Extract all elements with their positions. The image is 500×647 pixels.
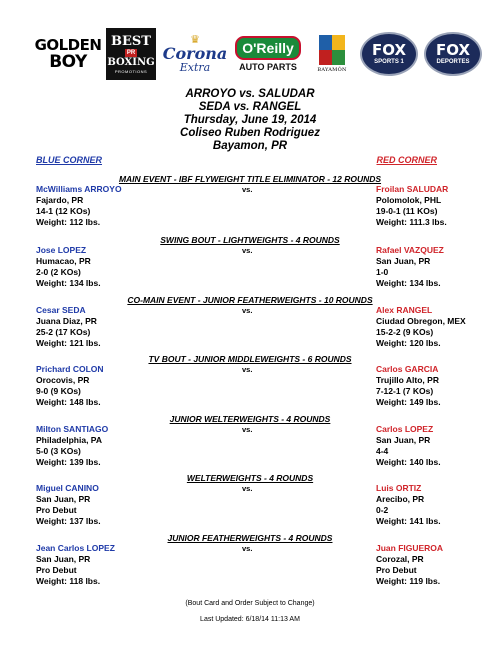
fighter-weight: Weight: 141 lbs. xyxy=(376,516,441,526)
fighter-name: Alex RANGEL xyxy=(376,305,433,315)
fighter-hometown: Polomolok, PHL xyxy=(376,195,442,205)
headline-main: ARROYO vs. SALUDAR xyxy=(185,88,315,100)
bout-junior-featherweights xyxy=(0,533,500,593)
bout-title: TV BOUT - JUNIOR MIDDLEWEIGHTS - 6 ROUNDS xyxy=(148,354,352,364)
fighter-name: McWilliams ARROYO xyxy=(36,184,122,194)
vs-label: vs. xyxy=(242,484,253,493)
bout-tv xyxy=(0,354,500,414)
fighter-weight: Weight: 134 lbs. xyxy=(376,278,441,288)
crown-icon: ♛ xyxy=(190,34,200,46)
fighter-name: Luis ORTIZ xyxy=(376,483,422,493)
bayamon-logo: BAYAMÓN xyxy=(312,28,352,80)
fighter-name: Jose LOPEZ xyxy=(36,245,87,255)
red-corner-fighter xyxy=(376,424,441,468)
fighter-weight: Weight: 149 lbs. xyxy=(376,397,441,407)
fighter-hometown: Trujillo Alto, PR xyxy=(376,375,439,385)
fighter-hometown: San Juan, PR xyxy=(36,494,91,504)
golden-boy-logo: GOLDEN BOY xyxy=(34,35,102,72)
fighter-hometown: Philadelphia, PA xyxy=(36,435,102,445)
blue-corner-fighter xyxy=(36,483,101,527)
fighter-weight: Weight: 140 lbs. xyxy=(376,457,441,467)
fighter-hometown: Fajardo, PR xyxy=(36,195,84,205)
red-corner-fighter xyxy=(376,245,444,289)
fighter-name: Rafael VAZQUEZ xyxy=(376,245,444,255)
fighter-name: Miguel CANINO xyxy=(36,483,99,493)
vs-label: vs. xyxy=(242,306,253,315)
red-corner-fighter xyxy=(376,184,448,228)
fighter-weight: Weight: 118 lbs. xyxy=(36,576,101,586)
bout-main-event xyxy=(0,174,500,234)
event-date: Thursday, June 19, 2014 xyxy=(183,114,317,126)
fighter-weight: Weight: 121 lbs. xyxy=(36,338,101,348)
fighter-weight: Weight: 119 lbs. xyxy=(376,576,441,586)
fighter-name: Juan FIGUEROA xyxy=(376,543,444,553)
red-corner-fighter xyxy=(376,364,441,408)
bout-swing xyxy=(0,235,500,295)
blue-corner-fighter xyxy=(36,424,108,468)
fighter-hometown: Ciudad Obregon, MEX xyxy=(376,316,466,326)
fighter-hometown: Arecibo, PR xyxy=(376,494,425,504)
bout-title: MAIN EVENT - IBF FLYWEIGHT TITLE ELIMINATOR - 12 ROUNDS xyxy=(118,174,382,184)
fighter-hometown: Humacao, PR xyxy=(36,256,91,266)
bout-junior-welterweights xyxy=(0,414,500,474)
vs-label: vs. xyxy=(242,544,253,553)
last-updated: Last Updated: 6/18/14 11:13 AM xyxy=(200,616,300,623)
fox-deportes-logo: FOX DEPORTES xyxy=(424,32,482,76)
bout-title: WELTERWEIGHTS - 4 ROUNDS xyxy=(186,473,314,483)
fighter-weight: Weight: 112 lbs. xyxy=(36,217,101,227)
fighter-weight: Weight: 120 lbs. xyxy=(376,338,441,348)
fighter-record: 4-4 xyxy=(376,446,389,456)
fighter-record: Pro Debut xyxy=(376,565,417,575)
fighter-weight: Weight: 148 lbs. xyxy=(36,397,101,407)
blue-corner-fighter xyxy=(36,305,101,349)
fighter-name: Jean Carlos LOPEZ xyxy=(36,543,115,553)
fighter-record: 19-0-1 (11 KOs) xyxy=(376,206,438,216)
fighter-record: 1-0 xyxy=(376,267,389,277)
blue-corner-fighter xyxy=(36,245,101,289)
blue-corner-label: BLUE CORNER xyxy=(36,155,103,165)
fighter-weight: Weight: 111.3 lbs. xyxy=(376,217,447,227)
fighter-name: Cesar SEDA xyxy=(36,305,86,315)
fighter-hometown: San Juan, PR xyxy=(36,554,91,564)
fighter-name: Carlos GARCIA xyxy=(376,364,439,374)
bout-title: JUNIOR WELTERWEIGHTS - 4 ROUNDS xyxy=(169,414,331,424)
subject-to-change-note: (Bout Card and Order Subject to Change) xyxy=(185,600,315,607)
fighter-record: 15-2-2 (9 KOs) xyxy=(376,327,434,337)
fighter-weight: Weight: 137 lbs. xyxy=(36,516,101,526)
vs-label: vs. xyxy=(242,246,253,255)
fighter-record: 25-2 (17 KOs) xyxy=(36,327,91,337)
fighter-hometown: San Juan, PR xyxy=(376,435,431,445)
vs-label: vs. xyxy=(242,365,253,374)
vs-label: vs. xyxy=(242,185,253,194)
event-city: Bayamon, PR xyxy=(212,140,288,152)
fighter-weight: Weight: 139 lbs. xyxy=(36,457,101,467)
sponsor-logos xyxy=(0,28,500,84)
fighter-record: Pro Debut xyxy=(36,505,77,515)
bout-welterweights xyxy=(0,473,500,533)
headline-co-main: SEDA vs. RANGEL xyxy=(198,101,302,113)
fighter-hometown: Juana Diaz, PR xyxy=(36,316,97,326)
red-corner-fighter xyxy=(376,483,441,527)
best-pr-boxing-logo: BEST PR BOXING PROMOTIONS xyxy=(106,28,156,80)
bout-title: CO-MAIN EVENT - JUNIOR FEATHERWEIGHTS - 10 ROUNDS xyxy=(127,295,373,305)
fighter-name: Froilan SALUDAR xyxy=(376,184,449,194)
blue-corner-fighter xyxy=(36,543,115,587)
event-venue: Coliseo Ruben Rodriguez xyxy=(180,127,320,139)
fighter-name: Carlos LOPEZ xyxy=(376,424,434,434)
fighter-record: 14-1 (12 KOs) xyxy=(36,206,91,216)
red-corner-label: RED CORNER xyxy=(376,155,437,165)
blue-corner-fighter xyxy=(36,184,122,228)
fighter-record: 2-0 (2 KOs) xyxy=(36,267,81,277)
fighter-record: 5-0 (3 KOs) xyxy=(36,446,81,456)
bout-title: JUNIOR FEATHERWEIGHTS - 4 ROUNDS xyxy=(167,533,333,543)
fighter-weight: Weight: 134 lbs. xyxy=(36,278,101,288)
fighter-name: Milton SANTIAGO xyxy=(36,424,109,434)
bout-co-main-event xyxy=(0,295,500,355)
red-corner-fighter xyxy=(376,543,443,587)
bayamon-emblem-icon xyxy=(319,35,345,65)
fighter-name: Prichard COLON xyxy=(36,364,104,374)
bout-title: SWING BOUT - LIGHTWEIGHTS - 4 ROUNDS xyxy=(160,235,340,245)
corona-extra-logo: ♛ Corona Extra xyxy=(162,34,228,74)
blue-corner-fighter xyxy=(36,364,104,408)
fighter-record: Pro Debut xyxy=(36,565,77,575)
fighter-hometown: Corozal, PR xyxy=(376,554,424,564)
oreilly-auto-parts-logo: O'Reilly AUTO PARTS xyxy=(232,28,304,80)
fighter-record: 9-0 (9 KOs) xyxy=(36,386,81,396)
fighter-hometown: Orocovis, PR xyxy=(36,375,90,385)
fighter-record: 7-12-1 (7 KOs) xyxy=(376,386,434,396)
red-corner-fighter xyxy=(376,305,466,349)
vs-label: vs. xyxy=(242,425,253,434)
fighter-record: 0-2 xyxy=(376,505,389,515)
fox-sports-1-logo: FOX SPORTS 1 xyxy=(360,32,418,76)
fighter-hometown: San Juan, PR xyxy=(376,256,431,266)
